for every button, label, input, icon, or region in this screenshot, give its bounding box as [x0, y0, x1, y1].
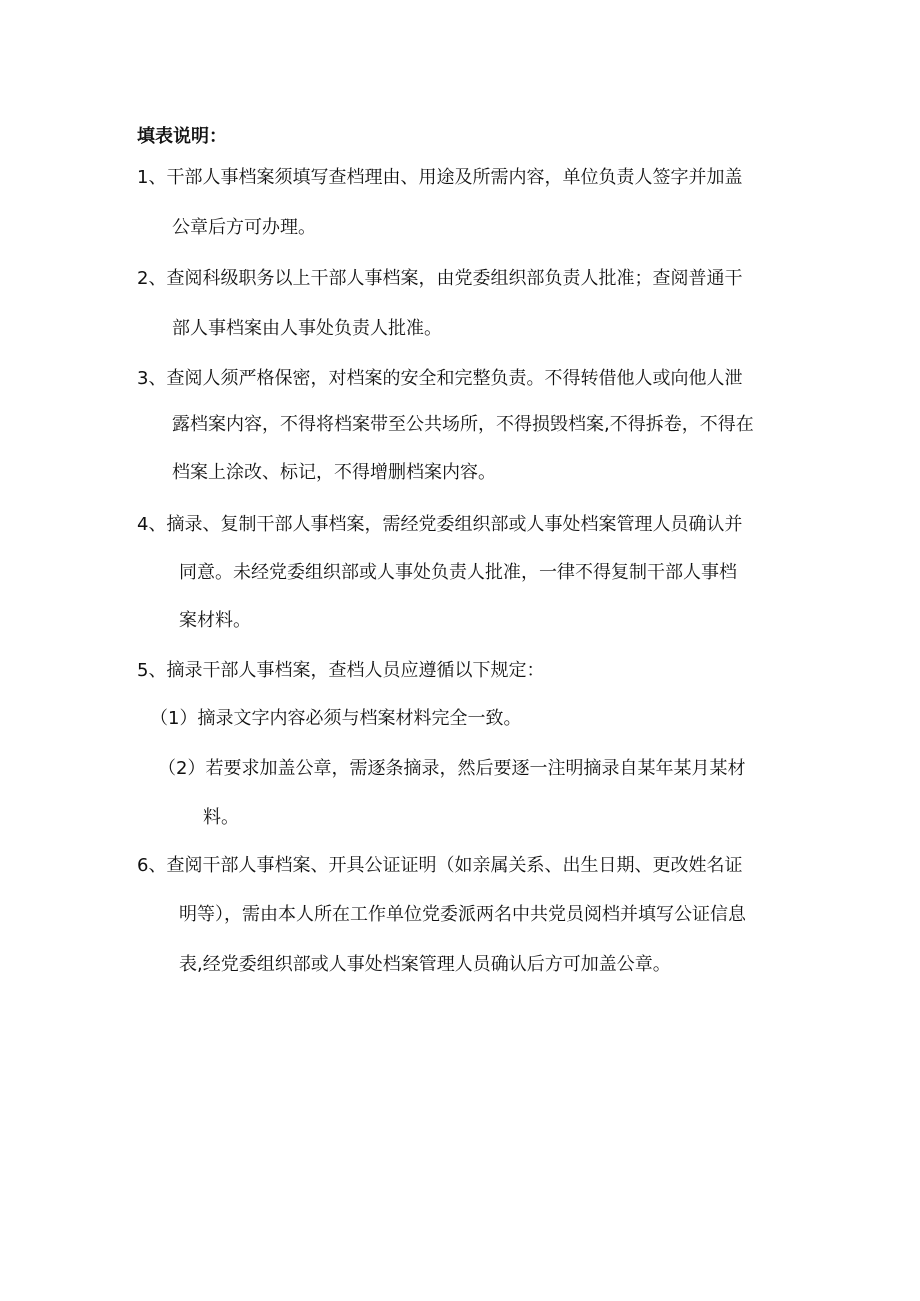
item-text-line: 案材料。 — [179, 610, 251, 631]
list-item-3 — [137, 367, 742, 391]
item-text-line: 干部人事档案须填写查档理由、用途及所需内容，单位负责人签字并加盖 — [166, 167, 743, 188]
list-item-6 — [137, 854, 742, 878]
item-text-line: 查阅科级职务以上干部人事档案，由党委组织部负责人批准；查阅普通干 — [166, 268, 743, 289]
item-text-line: 摘录文字内容必须与档案材料完全一致。 — [197, 708, 522, 729]
item-text-line: 摘录、复制干部人事档案，需经党委组织部或人事处档案管理人员确认并 — [166, 514, 743, 535]
item-number: 2、 — [137, 268, 167, 289]
page-title: 填表说明： — [137, 126, 227, 147]
sub-list-item-1 — [150, 707, 521, 731]
list-item-5 — [137, 659, 544, 683]
item-text-line: 查阅干部人事档案、开具公证证明（如亲属关系、出生日期、更改姓名证 — [166, 855, 743, 876]
item-text-line: 若要求加盖公章，需逐条摘录，然后要逐一注明摘录自某年某月某材 — [205, 758, 746, 779]
item-text-line: 同意。未经党委组织部或人事处负责人批准，一律不得复制干部人事档 — [179, 562, 737, 583]
item-text-line: 部人事档案由人事处负责人批准。 — [172, 318, 442, 339]
item-number: 3、 — [137, 368, 167, 389]
item-text-line: 公章后方可办理。 — [172, 217, 316, 238]
item-text-line: 档案上涂改、标记，不得增删档案内容。 — [172, 462, 496, 483]
list-item-4 — [137, 513, 742, 537]
item-text-line: 表,经党委组织部或人事处档案管理人员确认后方可加盖公章。 — [179, 954, 671, 975]
item-text-line: 明等），需由本人所在工作单位党委派两名中共党员阅档并填写公证信息 — [179, 904, 746, 925]
item-number: （2） — [158, 758, 206, 779]
item-text-line: 料。 — [203, 807, 239, 828]
item-number: 6、 — [137, 855, 167, 876]
item-number: 5、 — [137, 660, 167, 681]
item-number: （1） — [150, 708, 198, 729]
item-text-line: 露档案内容，不得将档案带至公共场所，不得损毁档案,不得拆卷，不得在 — [172, 414, 754, 435]
sub-list-item-2 — [158, 757, 745, 781]
item-text-line: 查阅人须严格保密，对档案的安全和完整负责。不得转借他人或向他人泄 — [166, 368, 743, 389]
item-text-line: 摘录干部人事档案，查档人员应遵循以下规定： — [166, 660, 545, 681]
list-item-1 — [137, 166, 742, 190]
list-item-2 — [137, 267, 742, 291]
item-number: 1、 — [137, 167, 167, 188]
item-number: 4、 — [137, 514, 167, 535]
